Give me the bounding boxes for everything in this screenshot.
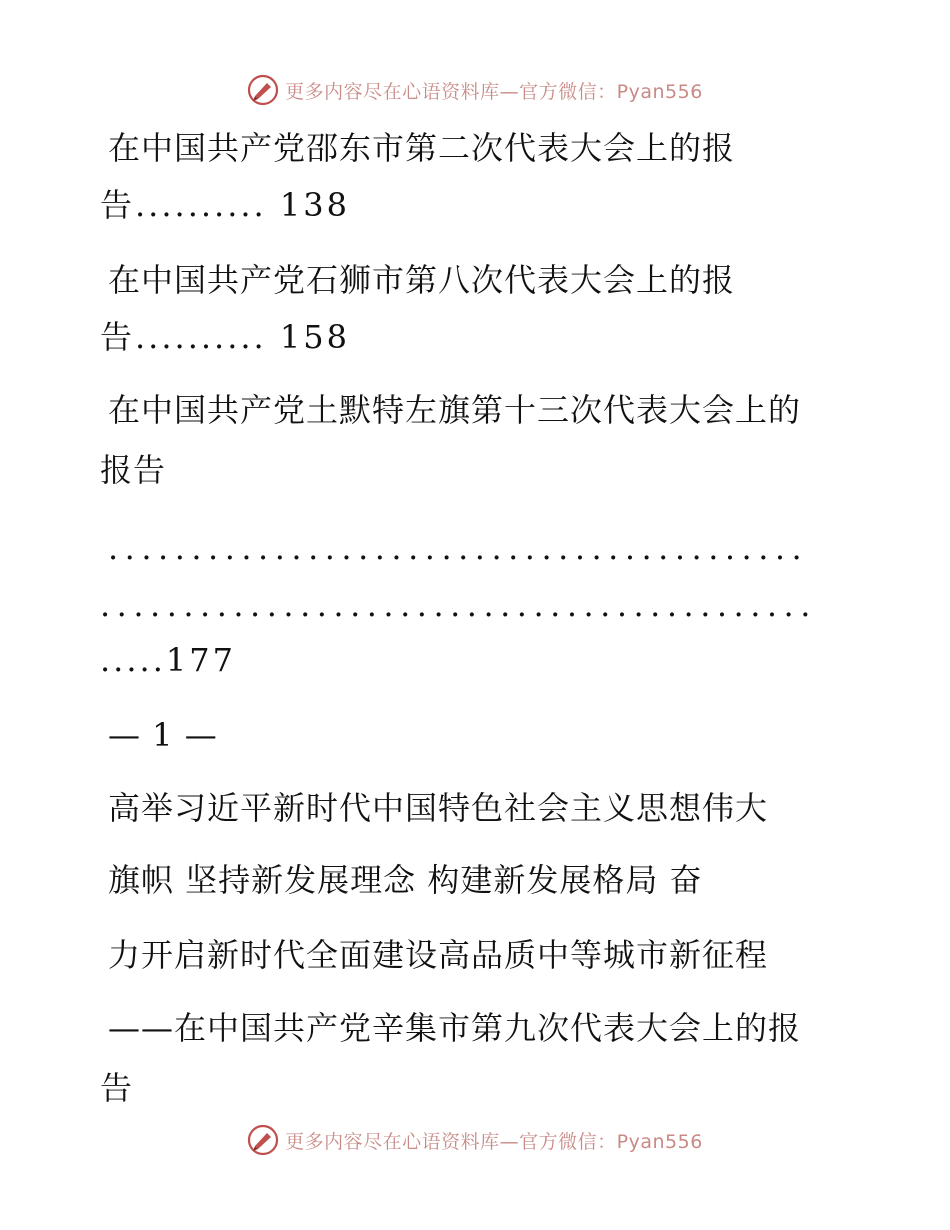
watermark-banner-bottom	[0, 1120, 950, 1160]
toc-entry-1-line-1: 在中国共产党邵东市第二次代表大会上的报	[108, 129, 736, 167]
toc-entry-2-line-1: 在中国共产党石狮市第八次代表大会上的报	[108, 261, 736, 299]
heading-line-2: 旗帜 坚持新发展理念 构建新发展格局 奋	[108, 861, 703, 899]
toc-dot-leader-1: ..........................................	[108, 529, 809, 567]
heading-line-4: ——在中国共产党辛集市第九次代表大会上的报	[108, 1009, 802, 1047]
watermark-banner-top	[0, 70, 950, 110]
pen-logo-icon	[247, 74, 279, 106]
heading-line-3: 力开启新时代全面建设高品质中等城市新征程	[108, 936, 769, 974]
watermark-text: 更多内容尽在心语资料库—官方微信：Pyan556	[285, 1130, 703, 1153]
toc-entry-3-line-1: 在中国共产党土默特左旗第十三次代表大会上的	[108, 391, 802, 429]
toc-entry-3-line-2: 报告	[100, 451, 167, 489]
toc-entry-2-line-2: 告.......... 158	[100, 318, 350, 356]
toc-dot-leader-3: .....177	[100, 641, 236, 679]
heading-line-5: 告	[100, 1069, 134, 1107]
toc-dot-leader-2: ...........................................	[100, 586, 817, 624]
toc-entry-1-line-2: 告.......... 138	[100, 186, 350, 224]
heading-line-1: 高举习近平新时代中国特色社会主义思想伟大	[108, 789, 769, 827]
pen-logo-icon	[247, 1124, 279, 1156]
page-number: — 1 —	[108, 716, 218, 754]
watermark-text: 更多内容尽在心语资料库—官方微信：Pyan556	[285, 80, 703, 103]
